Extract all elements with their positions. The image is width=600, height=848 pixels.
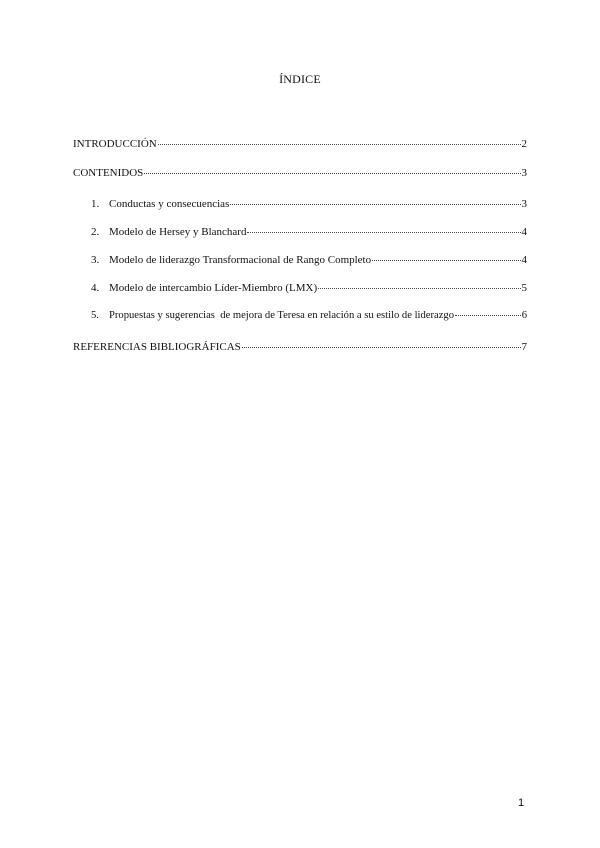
toc-entry-label: REFERENCIAS BIBLIOGRÁFICAS — [73, 341, 241, 353]
toc-entry-label: INTRODUCCIÓN — [73, 138, 157, 150]
toc-entry-page: 4 — [521, 226, 527, 238]
dot-leader — [242, 347, 521, 348]
toc-subentry-1[interactable] — [91, 197, 527, 211]
toc-subentry-3[interactable] — [91, 253, 527, 267]
toc-subentry-2[interactable] — [91, 225, 527, 239]
toc-entry-label: Modelo de Hersey y Blanchard — [109, 226, 247, 238]
toc-entry-page: 2 — [521, 138, 527, 150]
toc-entry-page: 7 — [521, 341, 527, 353]
toc-entry-contenidos[interactable] — [73, 166, 527, 180]
toc-subentry-5[interactable] — [91, 309, 527, 323]
page-number: 1 — [518, 797, 525, 809]
toc-entry-page: 6 — [521, 310, 527, 321]
toc-entry-number: 5. — [91, 310, 99, 321]
toc-entry-page: 4 — [521, 254, 527, 266]
toc-entry-label: CONTENIDOS — [73, 167, 144, 179]
dot-leader — [372, 260, 520, 261]
page-title: ÍNDICE — [279, 72, 321, 86]
toc-subentry-4[interactable] — [91, 281, 527, 295]
toc-entry-number: 2. — [91, 226, 100, 238]
toc-entry-label: Conductas y consecuencias — [109, 198, 230, 210]
toc-entry-number: 1. — [91, 198, 100, 210]
dot-leader — [318, 288, 520, 289]
dot-leader — [230, 204, 520, 205]
dot-leader — [455, 315, 521, 316]
toc-entry-label: Modelo de intercambio Líder-Miembro (LMX) — [109, 282, 318, 294]
dot-leader — [144, 173, 520, 174]
toc-entry-page: 5 — [521, 282, 527, 294]
toc-entry-page: 3 — [521, 167, 527, 179]
dot-leader — [247, 232, 520, 233]
dot-leader — [158, 144, 521, 145]
toc-entry-number: 3. — [91, 254, 100, 266]
toc-entry-referencias[interactable] — [73, 340, 527, 354]
toc-entry-label: Propuestas y sugerencias de mejora de Teresa en relación a su estilo de liderazgo — [109, 310, 454, 321]
toc-entry-number: 4. — [91, 282, 100, 294]
toc-entry-label: Modelo de liderazgo Transformacional de Rango Completo — [109, 254, 372, 266]
toc-entry-page: 3 — [521, 198, 527, 210]
toc-entry-introduccion[interactable] — [73, 137, 527, 151]
